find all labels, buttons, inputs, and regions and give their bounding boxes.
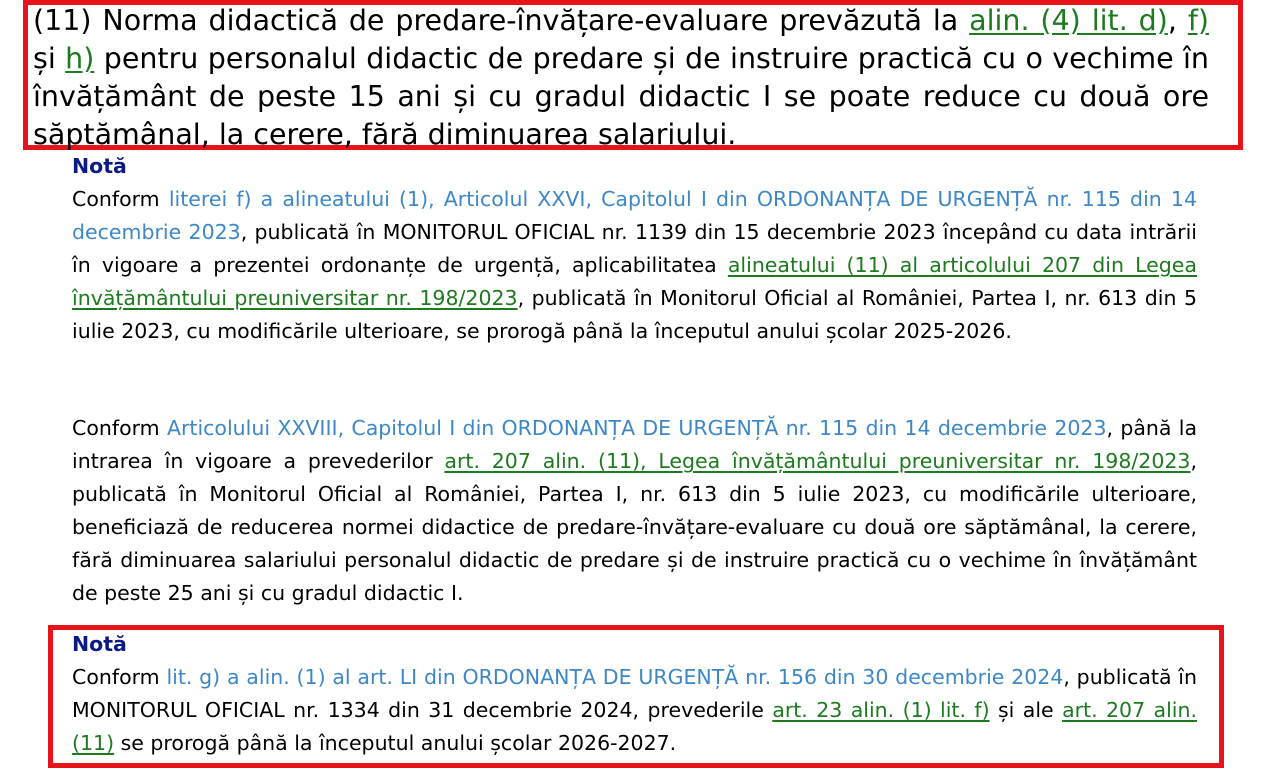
paragraph-11-text: , [1167,4,1188,37]
link-alin-4-lit-d[interactable]: alin. (4) lit. d) [969,4,1168,37]
note-text: , publicată în Monitorul Oficial al României, Partea I, nr. 613 din 5 iulie 2023, cu modificările ulterioare, beneficiază de reducerea normei didactice de predare-învățare-evaluare cu două ore săptămânal, la cerere, fără diminuarea salariului personalul didactic de predare și de instruire practică cu o vechime în învățământ de peste 25 ani și cu gradul didactic I. [72,449,1197,605]
note-block-3 [72,628,1197,760]
link-art-207-alin-11[interactable]: alineatului (11) al articolului 207 din Legea învățământului preuniversitar nr. 198/2023 [72,253,1197,310]
paragraph-11-text: (11) Norma didactică de predare-învățare-evaluare prevăzută la [33,4,970,37]
link-oug-115-art-xxvi[interactable]: literei f) a alineatului (1), Articolul XXVI, Capitolul I din ORDONANȚA DE URGENȚĂ nr. 115 din 14 decembrie 2023 [72,187,1197,244]
note-title: Notă [72,632,127,656]
note-block-2 [72,412,1197,610]
note-text: , publicată în MONITORUL OFICIAL nr. 1334 din 31 decembrie 2024, prevederile [72,665,1197,722]
note-title: Notă [72,154,127,178]
note-body [72,661,1197,760]
paragraph-11-text: și [33,42,66,75]
note-text: , până la intrarea în vigoare a prevederilor [72,416,1198,473]
note-block-1 [72,150,1197,348]
link-lit-f[interactable]: f) [1187,4,1209,37]
link-art-207-alin-11-b[interactable]: art. 207 alin. (11) [72,698,1198,755]
link-art-23-alin-1-lit-f[interactable]: art. 23 alin. (1) lit. f) [772,698,990,722]
note-text: , publicată în Monitorul Oficial al României, Partea I, nr. 613 din 5 iulie 2023, cu modificările ulterioare, se prorogă până la începutul anului școlar 2025-2026. [72,286,1197,343]
note-body [72,183,1197,348]
note-text: și ale [989,698,1063,722]
note-text: Conform [72,665,167,689]
note-text: Conform [72,416,167,440]
link-art-207-alin-11-lege[interactable]: art. 207 alin. (11), Legea învățământului preuniversitar nr. 198/2023 [444,449,1191,473]
paragraph-11-text: pentru personalul didactic de predare și de instruire practică cu o vechime în învățământ de peste 15 ani și cu gradul didactic I se poate reduce cu două ore săptămânal, la cerere, fără diminuarea salariului. [33,42,1209,151]
note-text: Conform [72,187,169,211]
note-text: se prorogă până la începutul anului școlar 2026-2027. [114,731,677,755]
link-oug-156-art-li[interactable]: lit. g) a alin. (1) al art. LI din ORDONANȚA DE URGENȚĂ nr. 156 din 30 decembrie 2024 [166,665,1064,689]
note-text: , publicată în MONITORUL OFICIAL nr. 1139 din 15 decembrie 2023 începând cu data intrării în vigoare a prezentei ordonanțe de urgență, aplicabilitatea [72,220,1197,277]
link-oug-115-art-xxviii[interactable]: Articolului XXVIII, Capitolul I din ORDONANȚA DE URGENȚĂ nr. 115 din 14 decembrie 2023 [166,416,1107,440]
paragraph-11 [33,2,1209,154]
link-lit-h[interactable]: h) [65,42,95,75]
